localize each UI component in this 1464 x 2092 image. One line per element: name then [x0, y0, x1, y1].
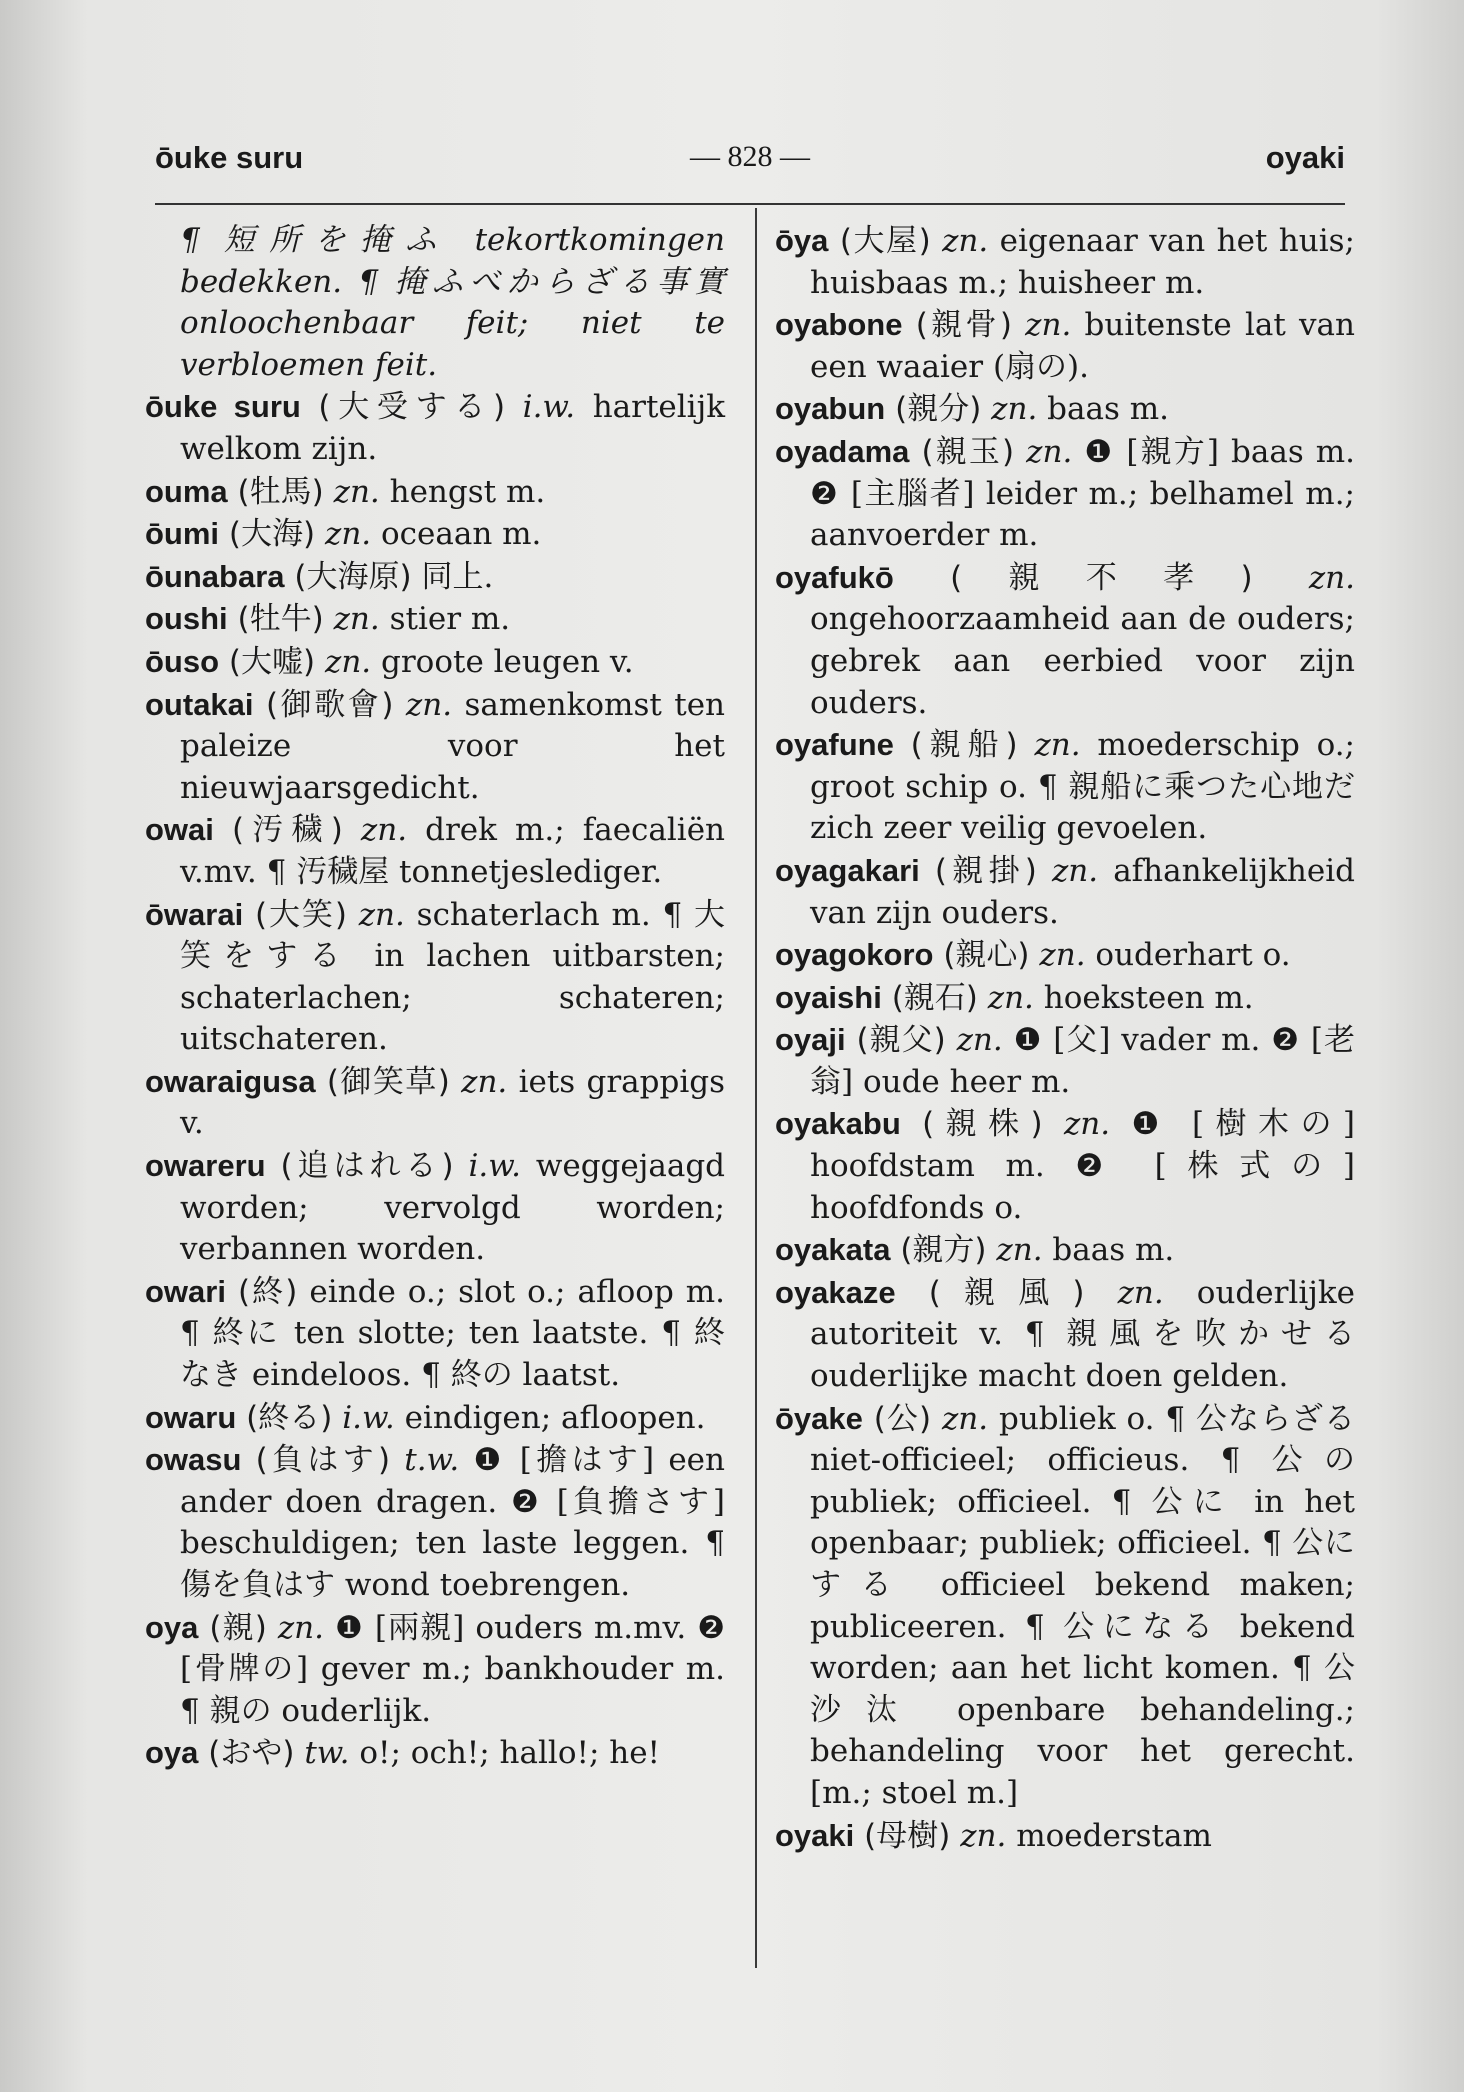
kanji-form: (大海) [228, 516, 316, 553]
definition: ❶ [擔はす] een ander doen dragen. ❷ [負擔さす] beschuldigen; ten laste leggen. ¶ 傷を負はす wond toebrengen. [180, 1442, 725, 1603]
kanji-form: (親船) [910, 727, 1018, 764]
dictionary-entry [145, 471, 725, 514]
kanji-form: (追はれる) [280, 1148, 454, 1185]
kanji-form: (親風) [928, 1274, 1085, 1311]
grammar-label: zn. [324, 516, 372, 553]
headword: ōwarai [145, 896, 244, 932]
definition: einde o.; slot o.; afloop m. ¶ 終に ten slotte; ten laatste. ¶ 終なき eindeloos. ¶ 終の laatst. [180, 1273, 726, 1394]
kanji-form: (親不孝) [950, 559, 1253, 596]
definition: buitenste lat van een waaier (扇の). [810, 307, 1355, 385]
kanji-form: (親分) [895, 391, 982, 428]
grammar-label: i.w. [468, 1148, 521, 1185]
kanji-form: (大笑) [255, 896, 347, 933]
definition: ❶ [父] vader m. ❷ [老翁] oude heer m. [810, 1022, 1355, 1100]
kanji-form: (母樹) [864, 1817, 951, 1854]
grammar-label: zn. [333, 601, 380, 638]
definition: hoeksteen m. [1043, 979, 1254, 1016]
definition: o!; och!; hallo!; he! [359, 1735, 661, 1772]
dictionary-entry [145, 386, 725, 470]
kanji-form: (親心) [943, 937, 1030, 974]
grammar-label: zn. [324, 643, 372, 680]
grammar-label: zn. [333, 473, 380, 510]
grammar-label: zn. [360, 812, 408, 849]
grammar-label: zn. [277, 1609, 324, 1646]
right-column [775, 220, 1355, 1857]
headword: outakai [145, 686, 254, 722]
grammar-label: zn. [1051, 852, 1099, 889]
headword: oyafune [775, 727, 894, 763]
grammar-label: zn. [987, 979, 1034, 1016]
grammar-label: zn. [956, 1022, 1003, 1059]
headword: owasu [145, 1442, 242, 1478]
dictionary-entry [775, 1019, 1355, 1103]
grammar-label: t.w. [404, 1442, 460, 1479]
kanji-form: (大受する) [318, 389, 506, 426]
header-rule [155, 203, 1345, 205]
dictionary-entry [775, 557, 1355, 724]
column-divider [755, 208, 757, 1968]
headword: oyaishi [775, 979, 882, 1015]
grammar-label: zn. [996, 1232, 1043, 1269]
dictionary-entry [775, 1398, 1355, 1815]
definition: stier m. [389, 601, 511, 638]
headword: oyabone [775, 307, 903, 343]
headword: oushi [145, 601, 228, 637]
grammar-label: zn. [942, 223, 989, 259]
definition: publiek o. ¶ 公ならざる niet-officieel; officieus. ¶ 公の publiek; officieel. ¶ 公に in het openbaar; publiek; officieel. ¶ 公にする officieel bekend maken; publiceeren. ¶ 公になる bekend worden; aan het licht komen. ¶ 公沙汰 openbare behandeling.; behandeling voor het gerecht. [m.; stoel m.] [810, 1400, 1356, 1811]
kanji-form: (親父) [856, 1022, 946, 1059]
dictionary-entry [775, 850, 1355, 934]
headword: ōuke suru [145, 389, 301, 425]
kanji-form: (大海原) [294, 558, 412, 595]
kanji-form: (公) [873, 1400, 932, 1437]
headword: oya [145, 1609, 199, 1645]
kanji-form: (負はす) [255, 1442, 391, 1479]
kanji-form: (親方) [900, 1232, 987, 1269]
headword: oyagakari [775, 852, 920, 888]
headword: oya [145, 1735, 199, 1771]
dictionary-entry [145, 809, 725, 893]
dictionary-entry [145, 1397, 725, 1440]
definition: moederschip o.; groot schip o. ¶ 親船に乘つた心地だ zich zeer veilig gevoelen. [810, 727, 1356, 847]
kanji-form: (御歌會) [265, 686, 394, 723]
dictionary-entry [775, 1272, 1355, 1398]
definition: drek m.; faecaliën v.mv. ¶ 汚穢屋 tonnetjeslediger. [180, 812, 726, 890]
definition: schaterlach m. ¶ 大笑をする in lachen uitbarsten; schaterlachen; schateren; uitschateren. [180, 896, 725, 1058]
headword: oyakata [775, 1232, 891, 1268]
headword: ouma [145, 473, 228, 509]
dictionary-entry [145, 894, 725, 1061]
dictionary-entry [145, 513, 725, 556]
headword: ōyake [775, 1400, 863, 1436]
headword: ōya [775, 223, 829, 258]
dictionary-entry [145, 684, 725, 810]
definition: baas m. [1047, 391, 1169, 428]
dictionary-entry [145, 556, 725, 599]
definition: hengst m. [389, 473, 546, 510]
headword: oyabun [775, 391, 886, 427]
definition: ❶ [親方] baas m. ❷ [主腦者] leider m.; belhamel m.; aanvoerder m. [810, 433, 1356, 554]
kanji-form: (御笑草) [326, 1063, 450, 1100]
headword: ōuso [145, 643, 220, 679]
grammar-label: zn. [461, 1063, 508, 1100]
headword: oyadama [775, 433, 910, 469]
header-right-guideword: oyaki [1265, 140, 1345, 175]
definition: moederstam [1016, 1817, 1212, 1854]
dictionary-entry [775, 1103, 1355, 1229]
kanji-form: (汚穢) [231, 812, 343, 849]
grammar-label: zn. [405, 686, 453, 723]
definition: groote leugen v. [381, 643, 634, 680]
grammar-label: zn. [1034, 727, 1081, 764]
kanji-form: (終る) [246, 1399, 333, 1436]
kanji-form: (親) [209, 1609, 267, 1646]
definition: oceaan m. [381, 516, 542, 553]
dictionary-entry [145, 1439, 725, 1606]
headword: ōumi [145, 516, 220, 552]
dictionary-entry [775, 977, 1355, 1020]
grammar-label: zn. [1063, 1106, 1111, 1143]
dictionary-entry [145, 598, 725, 641]
dictionary-entry [775, 934, 1355, 977]
headword: oyakaze [775, 1274, 896, 1310]
definition: 同上. [421, 558, 494, 595]
headword: owai [145, 812, 214, 848]
headword: oyagokoro [775, 937, 934, 973]
definition: afhankelijkheid van zijn ouders. [810, 852, 1355, 931]
dictionary-entry [775, 1815, 1355, 1858]
dictionary-entry [775, 724, 1355, 850]
entry-text: ¶ 短所を掩ふ tekortkomingen bedekken. ¶ 掩ふべからざる事實 onloochenbaar feit; niet te verbloemen feit. [180, 222, 725, 383]
page-number: — 828 — [690, 140, 810, 173]
kanji-form: (親玉) [921, 433, 1015, 470]
headword: oyakabu [775, 1106, 901, 1142]
dictionary-entry [145, 1732, 725, 1775]
definition: eindigen; afloopen. [404, 1399, 706, 1436]
dictionary-entry [145, 641, 725, 684]
dictionary-entry [775, 431, 1355, 557]
definition: samenkomst ten paleize voor het nieuwjaarsgedicht. [180, 686, 726, 806]
dictionary-entry [775, 1229, 1355, 1272]
dictionary-entry [775, 388, 1355, 431]
dictionary-entry [775, 304, 1355, 388]
definition: hartelijk welkom zijn. [180, 389, 725, 467]
page-header [155, 140, 1345, 180]
grammar-label: zn. [1025, 307, 1072, 344]
grammar-label: zn. [991, 391, 1038, 428]
headword: owaraigusa [145, 1063, 316, 1099]
headword: owari [145, 1273, 226, 1309]
kanji-form: (大屋) [839, 223, 931, 259]
headword: owaru [145, 1399, 237, 1435]
headword: oyaki [775, 1817, 855, 1853]
grammar-label: tw. [304, 1735, 350, 1772]
kanji-form: (親石) [891, 979, 978, 1016]
header-left-guideword: ōuke suru [155, 140, 304, 175]
dictionary-entry [775, 220, 1355, 304]
kanji-form: (牡馬) [237, 473, 324, 510]
kanji-form: (親骨) [915, 307, 1012, 344]
headword: owareru [145, 1148, 266, 1184]
grammar-label: zn. [1039, 937, 1086, 974]
grammar-label: zn. [960, 1817, 1007, 1854]
dictionary-entry [145, 1061, 725, 1145]
headword: ōunabara [145, 558, 285, 594]
dictionary-entry [145, 1145, 725, 1271]
definition: ouderlijke autoriteit v. ¶ 親風を吹かせる ouderlijke macht doen gelden. [810, 1274, 1355, 1395]
kanji-form: (おや) [208, 1735, 295, 1772]
definition: ouderhart o. [1095, 937, 1291, 974]
grammar-label: zn. [1026, 433, 1073, 470]
definition: baas m. [1052, 1232, 1175, 1269]
headword: oyaji [775, 1022, 846, 1058]
kanji-form: (終) [237, 1273, 298, 1310]
kanji-form: (牡牛) [237, 601, 324, 638]
left-column [145, 220, 725, 1775]
grammar-label: zn. [1117, 1274, 1164, 1311]
definition: weggejaagd worden; vervolgd worden; verbannen worden. [180, 1148, 726, 1268]
definition: ❶ [樹木の] hoofdstam m. ❷ [株式の] hoofdfonds o. [810, 1106, 1355, 1226]
kanji-form: (親掛) [934, 852, 1037, 889]
definition: eigenaar van het huis; huisbaas m.; huisheer m. [810, 223, 1355, 301]
grammar-label: i.w. [522, 389, 576, 426]
dictionary-entry [145, 1607, 725, 1733]
definition: iets grappigs v. [180, 1063, 725, 1142]
grammar-label: zn. [1308, 559, 1355, 596]
grammar-label: i.w. [342, 1399, 395, 1436]
definition: ❶ [兩親] ouders m.mv. ❷ [骨牌の] gever m.; bankhouder m. ¶ 親の ouderlijk. [180, 1609, 725, 1729]
dictionary-entry [145, 1271, 725, 1397]
definition: ongehoorzaamheid aan de ouders; gebrek aan eerbied voor zijn ouders. [810, 601, 1355, 721]
kanji-form: (大嘘) [228, 643, 316, 680]
grammar-label: zn. [941, 1400, 989, 1437]
entry-continuation [145, 220, 725, 386]
grammar-label: zn. [358, 896, 405, 933]
kanji-form: (親株) [922, 1106, 1043, 1143]
headword: oyafukō [775, 559, 894, 595]
